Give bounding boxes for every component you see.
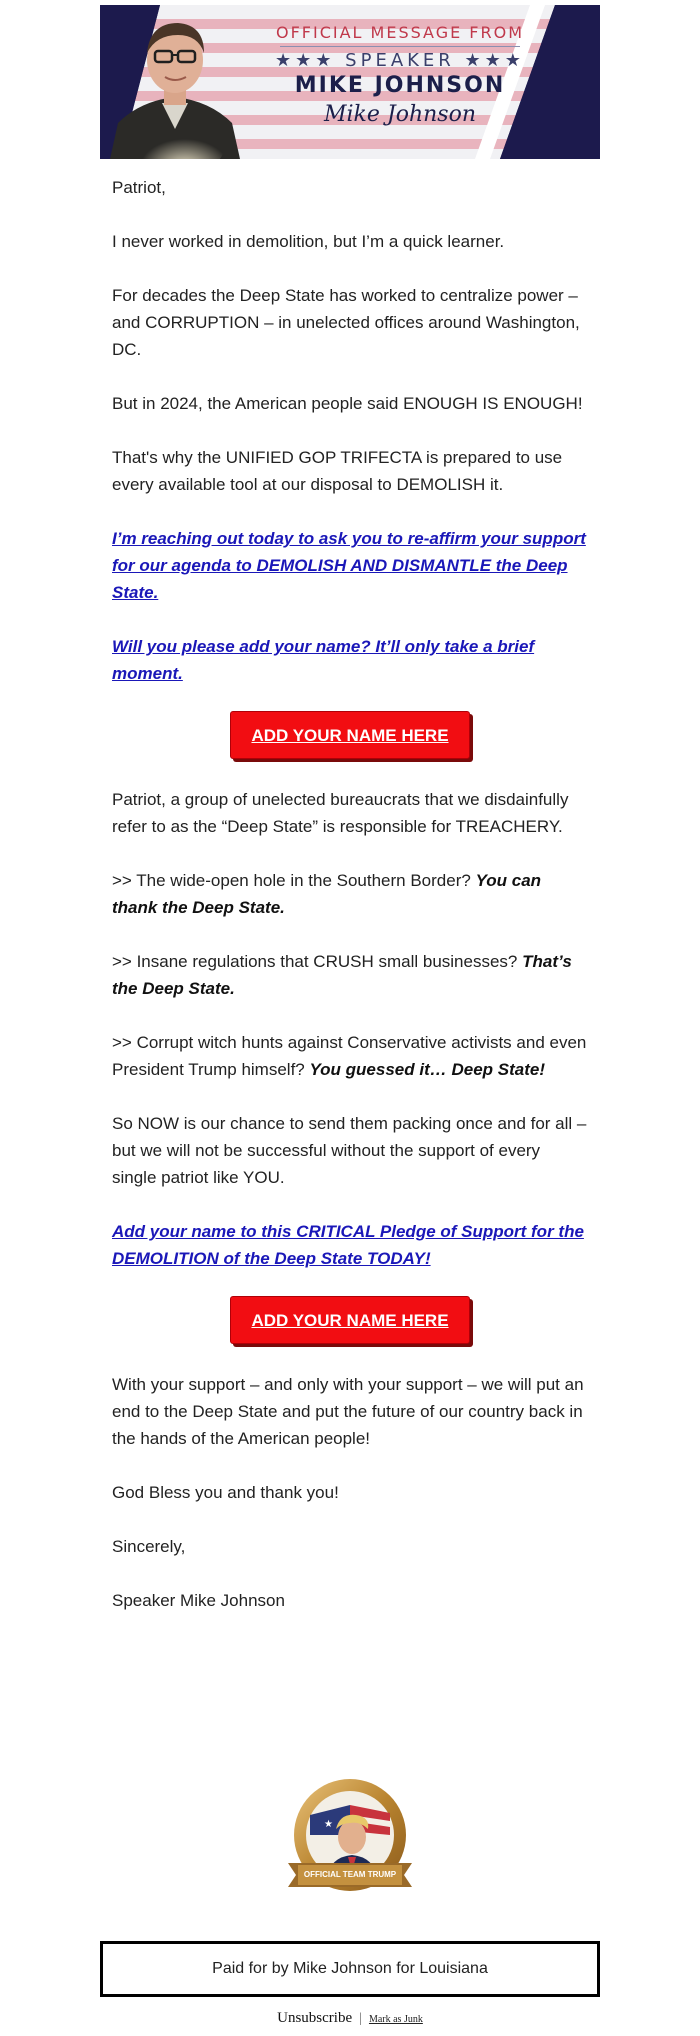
add-your-name-button[interactable]: ADD YOUR NAME HERE — [230, 1296, 470, 1344]
cta-wrap — [112, 711, 588, 759]
paragraph: But in 2024, the American people said ENOUGH IS ENOUGH! — [112, 394, 583, 413]
team-trump-badge — [280, 1775, 420, 1905]
bullet-paragraph — [112, 948, 588, 1002]
paragraph: Patriot, a group of unelected bureaucrats that we disdainfully refer to as the “Deep State” is responsible for TREACHERY. — [112, 790, 569, 836]
paragraph — [112, 525, 588, 606]
bullet-emphasis: You guessed it… Deep State! — [309, 1060, 545, 1079]
email-container — [100, 5, 600, 1614]
add-name-link[interactable]: Will you please add your name? It’ll only take a brief moment. — [112, 637, 535, 683]
add-your-name-button[interactable]: ADD YOUR NAME HERE — [230, 711, 470, 759]
paragraph — [112, 1218, 588, 1272]
paragraph: For decades the Deep State has worked to centralize power – and CORRUPTION – in unelected offices around Washington, DC. — [112, 286, 580, 359]
email-body — [100, 174, 600, 1614]
bullet-text: >> Corrupt witch hunts against Conservative activists and even President Trump himself? — [112, 1033, 587, 1079]
svg-text:★: ★ — [324, 1819, 333, 1830]
paragraph: So NOW is our chance to send them packing once and for all – but we will not be successful without the support of every single patriot like YOU. — [112, 1114, 587, 1187]
banner-name: MIKE JOHNSON — [294, 73, 506, 98]
badge-emblem — [280, 1775, 420, 1905]
banner-divider — [280, 46, 520, 47]
banner-official-label: OFFICIAL MESSAGE FROM — [275, 23, 525, 42]
paragraph — [112, 633, 588, 687]
paragraph: Sincerely, — [112, 1537, 186, 1556]
badge-label: OFFICIAL TEAM TRUMP — [303, 1870, 397, 1879]
header-banner — [100, 5, 600, 159]
bullet-emphasis: That’s the Deep State. — [112, 952, 572, 998]
speaker-portrait — [100, 5, 250, 159]
banner-speaker-label: ★★★ SPEAKER ★★★ — [275, 50, 525, 71]
paid-for-box — [100, 1941, 600, 1997]
paragraph: God Bless you and thank you! — [112, 1483, 339, 1502]
banner-text — [240, 23, 560, 127]
pledge-link[interactable]: Add your name to this CRITICAL Pledge of Support for the DEMOLITION of the Deep State TODAY! — [112, 1222, 584, 1268]
bullet-text: >> The wide-open hole in the Southern Border? — [112, 871, 476, 890]
paragraph: I never worked in demolition, but I’m a quick learner. — [112, 232, 505, 251]
footer-separator: | — [359, 2011, 362, 2026]
signoff: Speaker Mike Johnson — [112, 1591, 285, 1610]
mark-as-junk-link[interactable]: Mark as Junk — [368, 2014, 423, 2025]
greeting: Patriot, — [112, 178, 166, 197]
bullet-emphasis: You can thank the Deep State. — [112, 871, 542, 917]
paragraph: That's why the UNIFIED GOP TRIFECTA is prepared to use every available tool at our disposal to DEMOLISH it. — [112, 448, 563, 494]
cta-wrap — [112, 1296, 588, 1344]
email-footer — [0, 2009, 700, 2027]
bullet-paragraph — [112, 1029, 588, 1083]
paragraph: With your support – and only with your support – we will put an end to the Deep State and put the future of our country back in the hands of the American people! — [112, 1375, 584, 1448]
reaffirm-link[interactable]: I’m reaching out today to ask you to re-affirm your support for our agenda to DEMOLISH AND DISMANTLE the Deep State. — [112, 529, 586, 602]
paid-for-text: Paid for by Mike Johnson for Louisiana — [212, 1960, 488, 1977]
bullet-text: >> Insane regulations that CRUSH small businesses? — [112, 952, 523, 971]
bullet-paragraph — [112, 867, 588, 921]
unsubscribe-link[interactable]: Unsubscribe — [277, 2010, 353, 2026]
banner-signature: Mike Johnson — [323, 102, 476, 127]
